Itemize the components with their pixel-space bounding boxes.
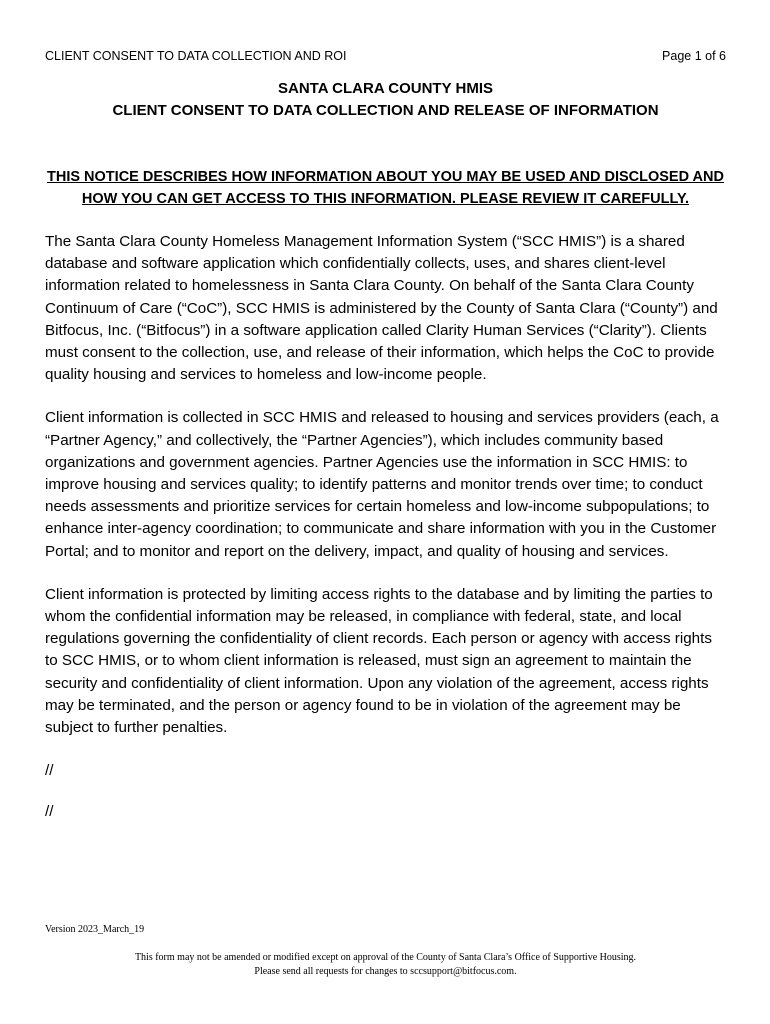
section-separator: // <box>45 762 54 780</box>
running-header <box>45 46 726 66</box>
title-line-1: SANTA CLARA COUNTY HMIS <box>278 80 493 97</box>
header-document-title: CLIENT CONSENT TO DATA COLLECTION AND ROI <box>45 49 347 63</box>
paragraph-partner-agencies: Client information is collected in SCC HMIS and released to housing and services providers (each, a “Partner Agency,” and collectively, the “Partner Agencies”), which includes community based organizations and government agencies. Partner Agencies use the information in SCC HMIS: to improve housing and services quality; to identify patterns and monitor trends over time; to conduct needs assessments and prioritize services for certain homeless and low-income subpopulations; to enhance inter-agency coordination; to communicate and share information with you in the Customer Portal; and to monitor and report on the delivery, impact, and quality of housing and services. <box>45 409 719 560</box>
title-line-2: CLIENT CONSENT TO DATA COLLECTION AND RELEASE OF INFORMATION <box>112 102 659 119</box>
paragraph-data-protection: Client information is protected by limiting access rights to the database and by limiting the parties to whom the confidential information may be released, in compliance with federal, state, and local regulations governing the confidentiality of client records. Each person or agency with access rights to SCC HMIS, or to whom client information is released, must sign an agreement to maintain the security and confidentiality of client information. Upon any violation of the agreement, access rights may be terminated, and the person or agency found to be in violation of the agreement may be subject to further penalties. <box>45 585 713 737</box>
footer-amendment-notice: This form may not be amended or modified except on approval of the County of Santa Clara’s Office of Supportive Housing. <box>134 952 637 963</box>
page-number: Page 1 of 6 <box>662 49 726 63</box>
page-footer <box>45 951 726 979</box>
section-separator: // <box>45 803 54 821</box>
document-title <box>45 78 726 122</box>
version-label: Version 2023_March_19 <box>45 924 145 935</box>
document-body <box>45 231 728 843</box>
privacy-notice-heading: THIS NOTICE DESCRIBES HOW INFORMATION ABOUT YOU MAY BE USED AND DISCLOSED AND HOW YOU CAN GET ACCESS TO THIS INFORMATION. PLEASE REVIEW IT CAREFULLY. <box>47 169 724 207</box>
paragraph-hmis-overview: The Santa Clara County Homeless Management Information System (“SCC HMIS”) is a shared database and software application which confidentially collects, uses, and shares client-level information related to homelessness in Santa Clara County. On behalf of the Santa Clara County Continuum of Care (“CoC”), SCC HMIS is administered by the County of Santa Clara (“County”) and Bitfocus, Inc. (“Bitfocus”) in a software application called Clarity Human Services (“Clarity”). Clients must consent to the collection, use, and release of their information, which helps the CoC to provide quality housing and services to homeless and low-income people. <box>45 233 718 384</box>
footer-contact: Please send all requests for changes to sccsupport@bitfocus.com. <box>254 966 517 977</box>
